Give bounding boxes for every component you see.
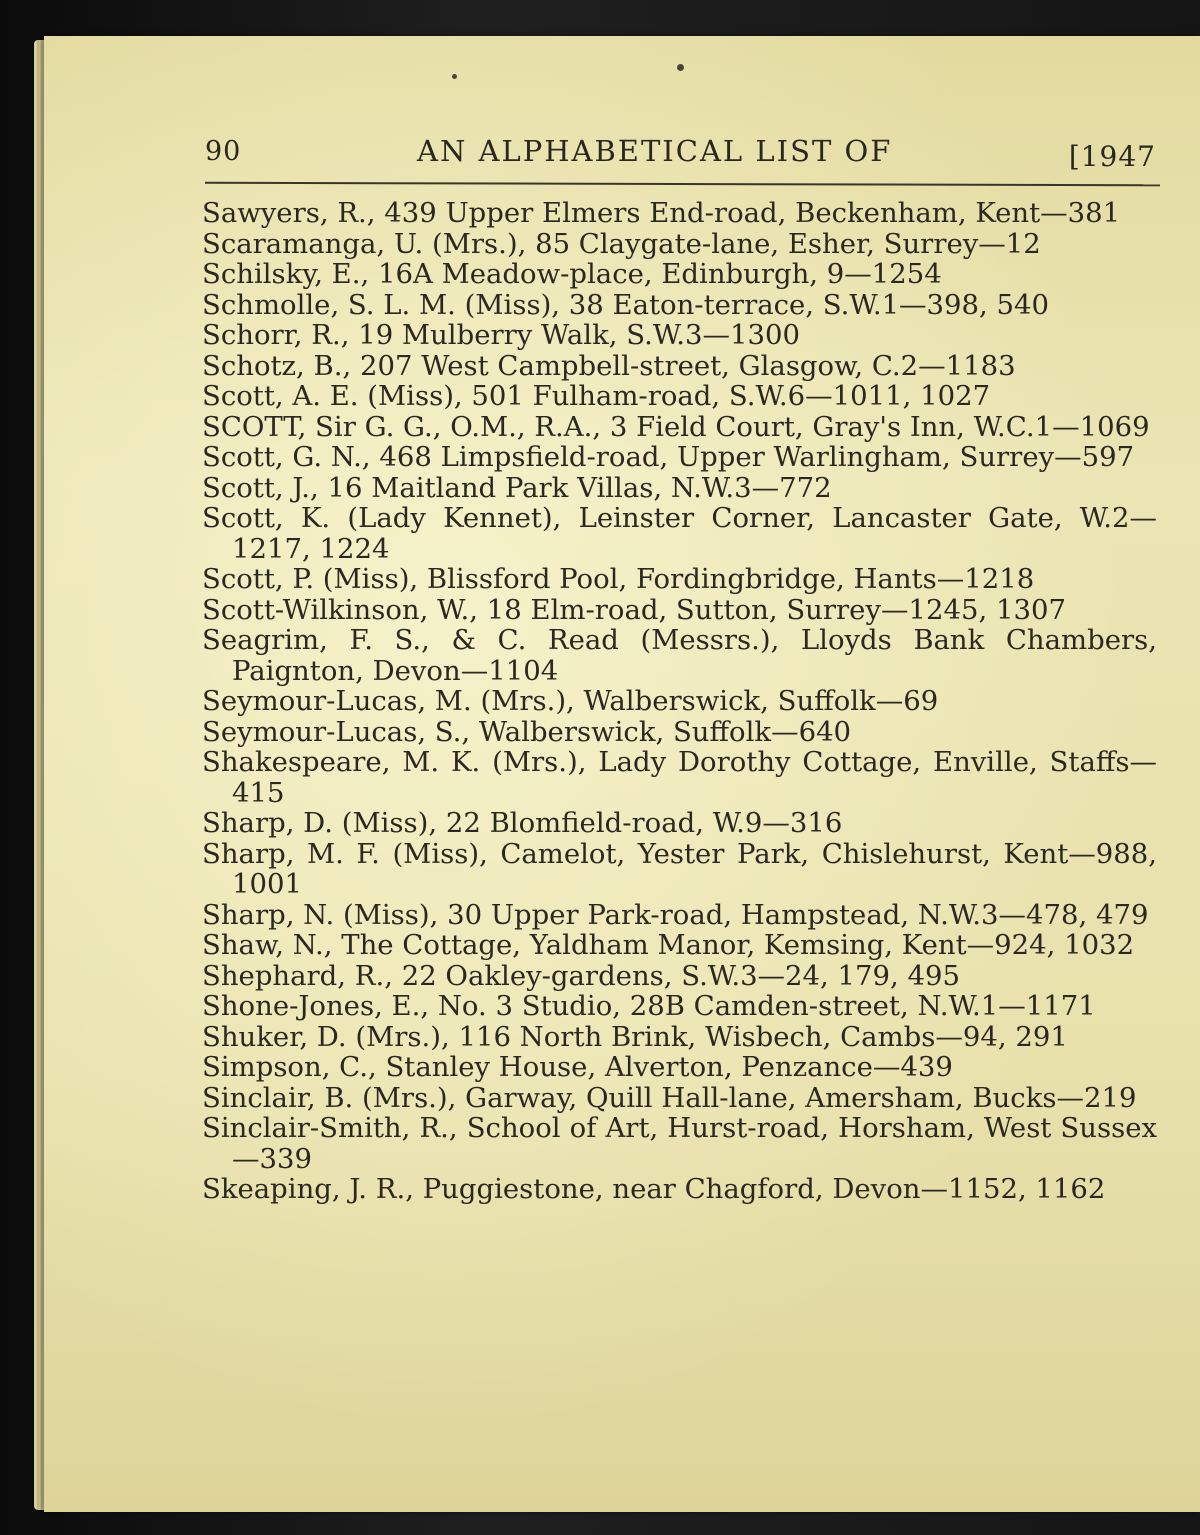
list-entry: Scott-Wilkinson, W., 18 Elm-road, Sutton, Surrey—1245, 1307 [202, 593, 1066, 626]
list-entry: Scott, A. E. (Miss), 501 Fulham-road, S.W.6—1011, 1027 [202, 380, 991, 412]
speck [677, 64, 684, 71]
directory-list [202, 198, 1157, 1205]
list-entry: Sinclair, B. (Mrs.), Garway, Quill Hall-lane, Amersham, Bucks—219 [202, 1081, 1137, 1114]
list-entry: Seagrim, F. S., & C. Read (Messrs.), Lloyds Bank Chambers, Paignton, Devon—1104 [202, 624, 1157, 687]
list-entry: Shaw, N., The Cottage, Yaldham Manor, Kemsing, Kent—924, 1032 [202, 929, 1135, 961]
list-entry: Sharp, D. (Miss), 22 Blomfield-road, W.9—316 [202, 807, 843, 839]
list-entry: Skeaping, J. R., Puggiestone, near Chagford, Devon—1152, 1162 [202, 1173, 1106, 1205]
list-entry: Seymour-Lucas, S., Walberswick, Suffolk—640 [202, 715, 852, 748]
list-entry: Shakespeare, M. K. (Mrs.), Lady Dorothy Cottage, Enville, Staffs—415 [202, 746, 1157, 809]
list-entry: Sinclair-Smith, R., School of Art, Hurst-road, Horsham, West Sussex—339 [202, 1112, 1157, 1175]
list-entry: Scott, K. (Lady Kennet), Leinster Corner, Lancaster Gate, W.2—1217, 1224 [202, 502, 1157, 565]
list-entry: Scott, P. (Miss), Blissford Pool, Fordingbridge, Hants—1218 [202, 563, 1035, 595]
list-entry: Scaramanga, U. (Mrs.), 85 Claygate-lane, Esher, Surrey—12 [202, 227, 1041, 260]
page-number: 90 [205, 136, 242, 167]
list-entry: Sawyers, R., 439 Upper Elmers End-road, Beckenham, Kent—381 [202, 197, 1121, 229]
speck [452, 74, 457, 79]
list-entry: Schilsky, E., 16A Meadow-place, Edinburgh, 9—1254 [202, 258, 942, 290]
list-entry: Shone-Jones, E., No. 3 Studio, 28B Camden-street, N.W.1—1171 [202, 990, 1096, 1022]
page-header [205, 128, 1160, 178]
list-entry: Scott, J., 16 Maitland Park Villas, N.W.3—772 [202, 471, 832, 504]
list-entry: Shuker, D. (Mrs.), 116 North Brink, Wisbech, Cambs—94, 291 [202, 1020, 1068, 1053]
year-marker: [1947 [1068, 140, 1156, 173]
running-title: AN ALPHABETICAL LIST OF [417, 134, 893, 168]
list-entry: Seymour-Lucas, M. (Mrs.), Walberswick, Suffolk—69 [202, 685, 939, 717]
list-entry: SCOTT, Sir G. G., O.M., R.A., 3 Field Court, Gray's Inn, W.C.1—1069 [202, 410, 1150, 443]
list-entry: Schorr, R., 19 Mulberry Walk, S.W.3—1300 [202, 319, 801, 351]
list-entry: Sharp, M. F. (Miss), Camelot, Yester Park, Chislehurst, Kent—988, 1001 [202, 837, 1157, 900]
list-entry: Simpson, C., Stanley House, Alverton, Penzance—439 [202, 1051, 953, 1083]
list-entry: Sharp, N. (Miss), 30 Upper Park-road, Hampstead, N.W.3—478, 479 [202, 898, 1149, 931]
list-entry: Shephard, R., 22 Oakley-gardens, S.W.3—24, 179, 495 [202, 959, 960, 992]
list-entry: Scott, G. N., 468 Limpsfield-road, Upper Warlingham, Surrey—597 [202, 441, 1135, 473]
list-entry: Schmolle, S. L. M. (Miss), 38 Eaton-terrace, S.W.1—398, 540 [202, 288, 1050, 321]
list-entry: Schotz, B., 207 West Campbell-street, Glasgow, C.2—1183 [202, 349, 1016, 382]
